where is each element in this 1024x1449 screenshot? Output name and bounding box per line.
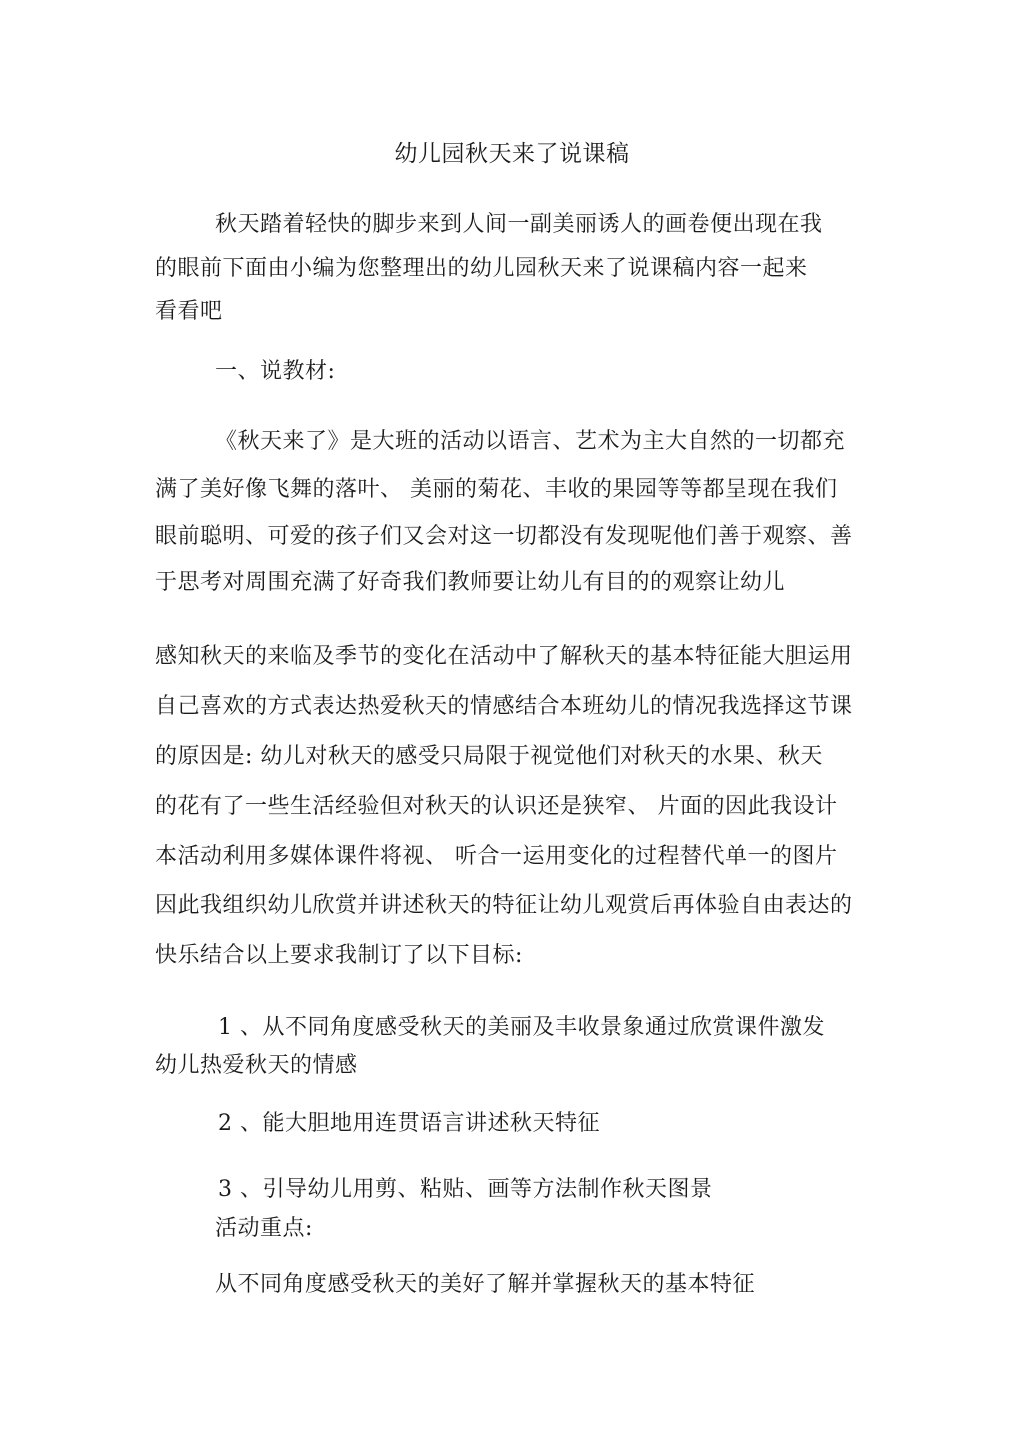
goal-1-line-1: 1 、从不同角度感受秋天的美丽及丰收景象通过欣赏课件激发 [218,1015,825,1040]
intro-line-2: 的眼前下面由小编为您整理出的幼儿园秋天来了说课稿内容一起来 [155,256,808,281]
para2-line-3: 的原因是: 幼儿对秋天的感受只局限于视觉他们对秋天的水果、秋天 [155,744,823,769]
para1-line-1: 《秋天来了》是大班的活动以语言、艺术为主大自然的一切都充 [215,429,846,454]
para2-line-6: 因此我组织幼儿欣赏并讲述秋天的特征让幼儿观赏后再体验自由表达的 [155,893,853,918]
para1-line-4: 于思考对周围充满了好奇我们教师要让幼儿有目的的观察让幼儿 [155,570,786,595]
document-title: 幼儿园秋天来了说课稿 [394,141,630,167]
para1-line-2: 满了美好像飞舞的落叶、 美丽的菊花、丰收的果园等等都呈现在我们 [155,477,838,502]
para2-line-4: 的花有了一些生活经验但对秋天的认识还是狭窄、 片面的因此我设计 [155,794,838,819]
goal-2: 2 、能大胆地用连贯语言讲述秋天特征 [218,1111,600,1136]
para1-line-3: 眼前聪明、可爱的孩子们又会对这一切都没有发现呢他们善于观察、善 [155,524,853,549]
goal-3: 3 、引导幼儿用剪、粘贴、画等方法制作秋天图景 [218,1177,713,1202]
section-heading: 一、说教材: [215,359,336,384]
para2-line-7: 快乐结合以上要求我制订了以下目标: [155,943,523,968]
para2-line-2: 自己喜欢的方式表达热爱秋天的情感结合本班幼儿的情况我选择这节课 [155,694,853,719]
focus-text: 从不同角度感受秋天的美好了解并掌握秋天的基本特征 [215,1272,756,1297]
goal-1-line-2: 幼儿热爱秋天的情感 [155,1053,358,1078]
intro-line-3: 看看吧 [155,299,223,324]
para2-line-5: 本活动利用多媒体课件将视、 听合一运用变化的过程替代单一的图片 [155,844,838,869]
focus-heading: 活动重点: [215,1216,313,1241]
para2-line-1: 感知秋天的来临及季节的变化在活动中了解秋天的基本特征能大胆运用 [155,644,853,669]
intro-line-1: 秋天踏着轻快的脚步来到人间一副美丽诱人的画卷便出现在我 [215,212,823,237]
